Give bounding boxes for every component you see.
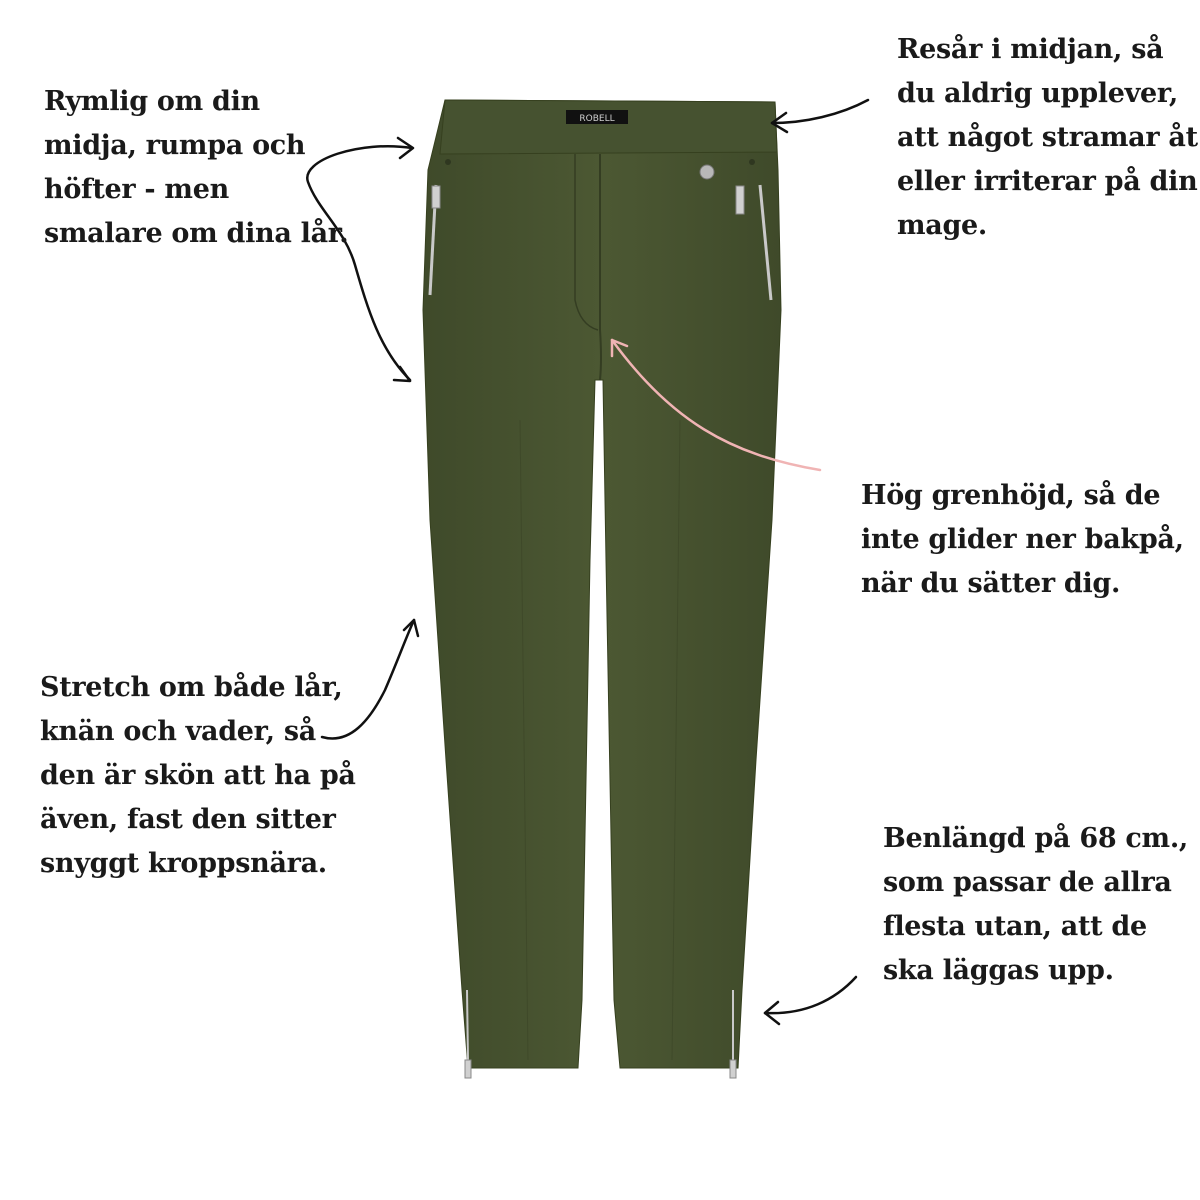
annotation-line: flesta utan, att de [883,911,1147,942]
annotation-line: den är skön att ha på [40,760,356,791]
annotation-line: eller irriterar på din [897,166,1198,197]
arrow-elastic-waist [772,100,868,123]
annotation-line: mage. [897,210,988,241]
annotation-line: Resår i midjan, så [897,34,1164,65]
brand-tag-text: ROBELL [579,114,615,124]
zip-pull-left [432,186,440,208]
hem-zip-pull-left [465,1060,471,1078]
annotation-stretch [40,666,356,886]
arrow-leg-length [765,977,856,1013]
annotation-line: ska läggas upp. [883,955,1114,986]
annotation-elastic-waist [897,28,1198,248]
annotation-line: Hög grenhöjd, så de [861,480,1161,511]
annotation-line: Stretch om både lår, [40,672,343,703]
annotation-line: när du sätter dig. [861,568,1121,599]
annotation-leg-length [883,817,1188,993]
annotation-high-rise [861,474,1184,606]
annotation-line: Benlängd på 68 cm., [883,823,1189,854]
annotation-line: du aldrig upplever, [897,78,1178,109]
annotation-line: snyggt kroppsnära. [40,848,327,879]
annotation-line: knän och vader, så [40,716,316,747]
zip-pull-right [736,186,744,214]
annotation-line: även, fast den sitter [40,804,336,835]
annotation-line: som passar de allra [883,867,1172,898]
annotation-line: inte glider ner bakpå, [861,524,1184,555]
annotation-line: midja, rumpa och [44,130,306,161]
trousers-body [423,100,781,1068]
annotation-line: Rymlig om din [44,86,260,117]
annotation-line: höfter - men [44,174,229,205]
annotation-line: att något stramar åt [897,122,1198,153]
annotation-waist-roomy [44,80,348,256]
waistband [440,100,777,154]
hem-zip-pull-right [730,1060,736,1078]
waist-rivet [700,165,714,179]
annotation-line: smalare om dina lår. [44,218,349,249]
